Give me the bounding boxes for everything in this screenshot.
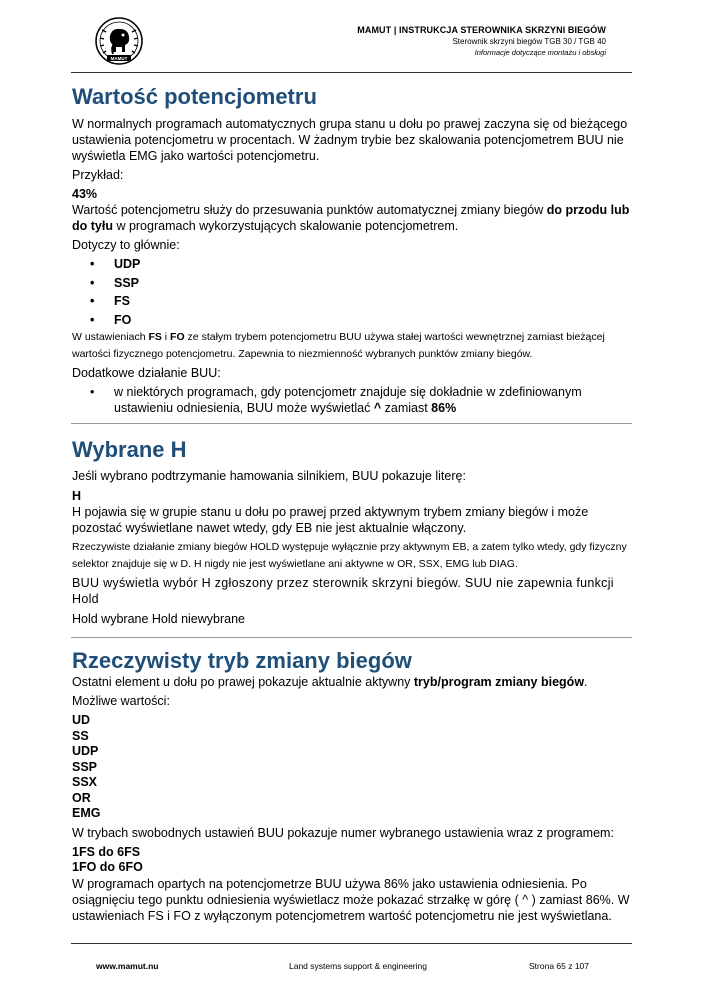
list-item (72, 384, 632, 416)
section-heading: Wartość potencjometru (72, 84, 317, 109)
bold-text: tryb/program zmiany biegów (413, 675, 585, 689)
paragraph: W normalnych programach automatycznych grupa stanu u dołu po prawej zaczyna się od bieżącego ustawienia potencjometru w procentach. W żadnym trybie bez skalowania potencjometrem BUU nie wyświetla EMG jako wartości potencjometru. (72, 117, 628, 163)
list-item (72, 292, 632, 311)
bullet-icon: • (90, 294, 95, 308)
bold-text: ^ (373, 401, 382, 415)
paragraph: W programach opartych na potencjometrze BUU używa 86% jako ustawienia odniesienia. Po osiągnięciu tego punktu odniesienia wyświetlacz może pokazać strzałkę w górę ( ^ ) zamiast 86%. W ustawieniach FS i FO z wyłączonym potencjometrem wartość potencjometru nie jest wyświetlana. (72, 876, 630, 923)
bold-text: FS (148, 331, 162, 343)
bullet-icon: • (90, 275, 95, 290)
extra-list (72, 384, 632, 416)
header-divider (71, 72, 632, 73)
mode-value: SS (72, 728, 89, 743)
mode-value: SSP (72, 759, 98, 774)
mode-value: OR (72, 790, 91, 805)
list-item (72, 311, 632, 330)
text-span: ze stałym trybem potencjometru BUU używa stałej wartości wewnętrznej zamiast bieżącej wartości fizycznego potencjometru. Zapewnia to niezmienność wybranych punktów zmiany biegów. (72, 331, 605, 360)
section-divider (71, 423, 632, 424)
section-heading: Rzeczywisty tryb zmiany biegów (72, 648, 412, 673)
note-paragraph: Rzeczywiste działanie zmiany biegów HOLD występuje wyłącznie przy aktywnym EB, a zatem tylko wtedy, gdy fizyczny selektor znajduje się w D. H nigdy nie jest wyświetlane ani aktywne w OR, SSX, EMG lub DIAG. (72, 541, 627, 570)
note-paragraph (72, 329, 632, 362)
values-label: Możliwe wartości: (72, 694, 170, 708)
list-item (72, 255, 632, 274)
text-span: W ustawieniach (72, 331, 149, 343)
extra-label: Dodatkowe działanie BUU: (72, 366, 221, 380)
range-value: 1FS do 6FS (72, 844, 141, 859)
paragraph: Hold wybrane Hold niewybrane (72, 612, 246, 626)
list-item-label: FO (114, 312, 132, 327)
logo-text: MAMUT (110, 56, 128, 61)
paragraph (72, 674, 632, 690)
list-item-label: SSP (114, 275, 140, 290)
applies-list (72, 255, 632, 329)
footer-website: www.mamut.nu (96, 961, 159, 971)
example-label: Przykład: (72, 168, 124, 182)
paragraph: H pojawia się w grupie stanu u dołu po prawej przed aktywnym trybem zmiany biegów i może pozostać wyświetlane nawet wtedy, gdy EB nie jest aktualnie włączony. (72, 505, 589, 535)
list-item-label: UDP (114, 257, 141, 271)
bullet-icon: • (90, 385, 95, 399)
mode-value: EMG (72, 806, 101, 820)
header-note: Informacje dotyczące montażu i obsługi (474, 48, 606, 57)
list-item-label: FS (114, 294, 130, 308)
mode-list (72, 713, 632, 822)
paragraph: Jeśli wybrano podtrzymanie hamowania silnikiem, BUU pokazuje literę: (72, 469, 466, 483)
text-span: i (161, 331, 171, 343)
paragraph: BUU wyświetla wybór H zgłoszony przez sterownik skrzyni biegów. SUU nie zapewnia funkcji Hold (72, 576, 614, 606)
mamut-logo (94, 16, 144, 66)
footer-tagline: Land systems support & engineering (289, 961, 427, 971)
main-content (72, 84, 632, 416)
section-potentiometer-value (72, 84, 632, 416)
example-value: 43% (72, 187, 98, 201)
section-heading: Wybrane H (72, 437, 187, 462)
applies-label: Dotyczy to głównie: (72, 238, 180, 252)
bullet-icon: • (90, 257, 95, 271)
text-span: w programach wykorzystujących skalowanie potencjometrem. (112, 219, 459, 233)
mode-value: UDP (72, 744, 99, 758)
footer-divider (71, 943, 632, 944)
header-title: MAMUT | INSTRUKCJA STEROWNIKA SKRZYNI BIEGÓW (357, 25, 606, 35)
text-span: zamiast (381, 401, 432, 415)
bold-text: do przodu lub do tyłu (72, 203, 630, 233)
footer-page-number: Strona 65 z 107 (529, 961, 590, 971)
bold-text: 86% (431, 401, 457, 415)
range-value: 1FO do 6FO (72, 860, 143, 874)
text-span: Ostatni element u dołu po prawej pokazuje aktualnie aktywny (72, 675, 414, 689)
text-span: Wartość potencjometru służy do przesuwania punktów automatycznej zmiany biegów (72, 203, 547, 217)
section-actual-shift-mode (72, 648, 632, 924)
section-h-selected (72, 437, 632, 627)
mode-value: SSX (72, 775, 98, 789)
text-span: . (584, 675, 588, 689)
section-divider (71, 637, 632, 638)
bullet-icon: • (90, 312, 95, 327)
document-header (357, 24, 606, 58)
header-subtitle: Sterownik skrzyni biegów TGB 30 / TGB 40 (452, 37, 606, 46)
bold-text: FO (170, 331, 185, 343)
mode-value: UD (72, 713, 91, 727)
letter-h: H (72, 489, 82, 503)
text-span: w niektórych programach, gdy potencjometr znajduje się dokładnie w zdefiniowanym ustawieniu odniesienia, BUU może wyświetlać (114, 385, 582, 415)
list-item (72, 274, 632, 293)
paragraph: W trybach swobodnych ustawień BUU pokazuje numer wybranego ustawienia wraz z programem: (72, 825, 614, 840)
paragraph (72, 202, 632, 234)
